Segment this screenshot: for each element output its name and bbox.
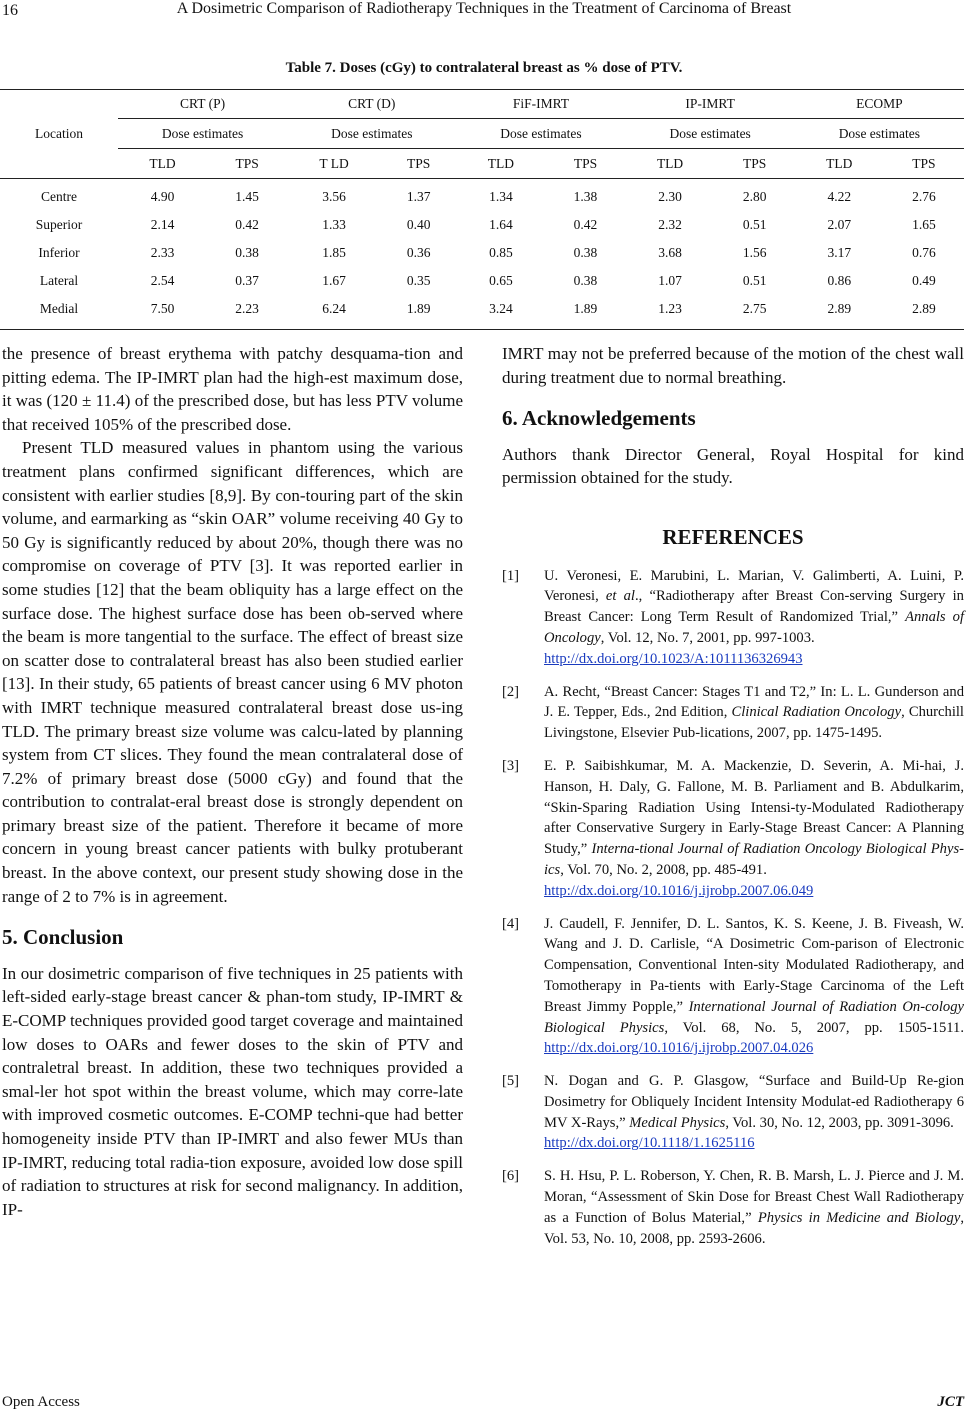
table-cell: 0.42 (573, 217, 598, 232)
table-cell: 0.38 (235, 245, 259, 260)
reference-italic: Clinical Radiation Oncology (731, 704, 902, 721)
reference-number: [1] (502, 567, 520, 584)
reference-italic: Annals of Oncology (544, 609, 964, 646)
row-location: Lateral (39, 273, 79, 288)
table-cell: 0.36 (406, 245, 431, 260)
body-paragraph: Present TLD measured values in phantom using the various treatment plans confirmed significant differences, which are consistent with earlier studies [8,9]. By con-touring part of the skin volume, and earmarking as “skin OAR” volume receiving 40 Gy to 50 Gy is significantly reduced by about 20%, though there was no compromise on coverage of PTV [3]. It was reported earlier in some studies [12] that the beam obliquity has a large effect on the surface dose. The highest surface dose has been ob-served where the beam is more tangential to the surface. The effect of breast size on scatter dose to contralateral breast has also been studied earlier [13]. In their study, 65 patients of breast cancer using 6 MV photon with IMRT technique measured contralateral breast dose us-ing TLD. The primary breast size volume was calcu-lated by planning system from CT slices. They found the mean contralateral dose of 7.2% of primary breast dose (5000 cGy) and found that the contribution to contralat-eral breast dose is strongly dependent on primary breast size of the patient. Therefore it became of more concern in young breast cancer patients with bulky protuberant breast. In the above context, our present study showing dose in the range of 2 to 7% is in agreement. (2, 438, 463, 906)
reference-item (502, 914, 964, 1060)
table-cell: 2.32 (658, 217, 682, 232)
row-location: Medial (39, 301, 79, 316)
sub-header: TLD (795, 149, 884, 179)
table-cell: 1.45 (235, 189, 259, 204)
table-cell: 0.85 (489, 245, 513, 260)
conclusion-heading: 5. Conclusion (2, 925, 124, 950)
row-location: Inferior (38, 245, 80, 260)
reference-segment: , Churchill Livingstone, Elsevier Pub-lications, 2007, pp. 1475-1495. (544, 704, 964, 742)
page-number: 16 (2, 2, 18, 19)
reference-list (502, 566, 964, 1250)
table-cell: 0.65 (489, 273, 513, 288)
table-cell: 2.76 (912, 189, 936, 204)
reference-italic: Physics in Medicine and Biology (757, 1209, 961, 1226)
table-cell: 1.89 (406, 301, 431, 316)
table-cell: 0.76 (912, 245, 936, 260)
table-cell: 1.07 (658, 273, 682, 288)
running-title: A Dosimetric Comparison of Radiotherapy Techniques in the Treatment of Carcinoma of Breast (176, 0, 792, 17)
dose-estimates-label: Dose estimates (626, 119, 795, 149)
table-cell: 0.51 (742, 273, 767, 288)
reference-italic: International Journal of Radiation On-cology Biological Physics (544, 998, 964, 1036)
table-cell: 2.75 (742, 301, 767, 316)
reference-segment: A. Recht, “Breast Cancer: Stages T1 and T2,” In: L. L. Gunderson and J. E. Tepper, Eds., 2nd Edition, (544, 683, 964, 721)
group-header: ECOMP (795, 90, 964, 119)
reference-item (502, 1166, 964, 1249)
table-cell: 1.34 (489, 189, 513, 204)
reference-segment: ., “Radiotherapy after Breast Con-serving Surgery in Breast Cancer: Long Term Result of Randomized Trial,” (544, 588, 964, 626)
table-cell: 2.80 (742, 189, 767, 204)
table-cell: 2.30 (658, 189, 682, 204)
table-row (0, 267, 964, 295)
table-cell: 2.89 (912, 301, 936, 316)
table-cell: 1.89 (573, 301, 598, 316)
table-row (0, 211, 964, 239)
references-heading: REFERENCES (662, 524, 804, 549)
table-cell: 3.24 (489, 301, 513, 316)
table-cell: 1.33 (322, 217, 346, 232)
reference-italic: Interna-tional Journal of Radiation Oncology Biological Phys-ics (544, 841, 964, 878)
table-cell: 3.68 (658, 245, 682, 260)
table-cell: 2.89 (827, 301, 852, 316)
table-cell: 7.50 (150, 301, 175, 316)
reference-segment: S. H. Hsu, P. L. Roberson, Y. Chen, R. B. Marsh, L. J. Pierce and J. M. Moran, “Assessment of Skin Dose for Breast Chest Wall Radiotherapy as a Function of Bolus Material,” (544, 1168, 964, 1226)
sub-header: TPS (545, 149, 625, 179)
reference-text (544, 1166, 964, 1249)
reference-number: [5] (502, 1073, 520, 1090)
sub-header: T LD (287, 149, 381, 179)
acknowledgements-heading: 6. Acknowledgements (502, 406, 696, 431)
group-header: CRT (P) (118, 90, 287, 119)
table-cell: 0.37 (235, 273, 259, 288)
table-cell: 0.40 (406, 217, 431, 232)
reference-segment: J. Caudell, F. Jennifer, D. L. Santos, K. S. Keene, J. B. Fiveash, W. Wang and J. D. Carlisle, “A Dosimetric Com-parison of Electronic Compensation, Conventional Inten-sity Modulated Radiotherapy, and Tomotherapy in Pa-tients with Early-Stage Carcinoma of the Left Breast Jimmy Popple,” (544, 915, 964, 1015)
reference-text (544, 756, 964, 902)
table-cell: 6.24 (322, 301, 346, 316)
row-location: Centre (41, 189, 77, 204)
table-cell: 3.17 (827, 245, 852, 260)
dose-estimates-label: Dose estimates (118, 119, 287, 149)
location-header: Location (0, 90, 118, 179)
reference-item (502, 1071, 964, 1154)
table-cell: 1.56 (742, 245, 767, 260)
table-cell: 2.54 (150, 273, 175, 288)
table-cell: 0.49 (912, 273, 936, 288)
dose-estimates-label: Dose estimates (456, 119, 625, 149)
reference-italic: et al (605, 588, 635, 605)
reference-number: [3] (502, 757, 520, 774)
group-header: FiF-IMRT (456, 90, 625, 119)
table-cell: 1.85 (322, 245, 346, 260)
table-row (0, 179, 964, 212)
table-cell: 1.38 (573, 189, 598, 204)
table-cell: 2.14 (150, 217, 175, 232)
table-title: Table 7. Doses (cGy) to contralateral breast as % dose of PTV. (285, 60, 683, 76)
table-cell: 2.23 (235, 301, 259, 316)
reference-number: [2] (502, 683, 520, 700)
reference-number: [4] (502, 915, 520, 932)
table-cell: 0.38 (573, 273, 598, 288)
conclusion-paragraph: In our dosimetric comparison of five techniques in 25 patients with left-sided early-stage breast cancer & phan-tom study, IP-IMRT & E-COMP techniques provided good target coverage and maintained low doses to OARs and fewer doses to the skin of PTV and contraletral breast. In addition, these two techniques provided a smal-ler hot spot within the breast volume, which may corre-late with improved cosmetic outcomes. E-COMP techni-que had better homogeneity inside PTV than IP-IMRT and also fewer MUs than IP-IMRT, reducing total radia-tion exposure, avoided low dose spill of radiation to structures at risk for second malignancy. In addition, IP- (2, 963, 463, 1219)
acknowledgements-paragraph: Authors thank Director General, Royal Hospital for kind permission obtained for the study. (502, 444, 964, 488)
sub-header: TLD (456, 149, 545, 179)
doi-link[interactable]: http://dx.doi.org/10.1023/A:1011136326943 (544, 650, 803, 667)
reference-segment: N. Dogan and G. P. Glasgow, “Surface and Build-Up Re-gion Dosimetry for Obliquely Incident Intensity Modulat-ed Radiotherapy 6 MV X-Rays,” (544, 1073, 964, 1131)
body-paragraph: the presence of breast erythema with patchy desquama-tion and pitting edema. The IP-IMRT plan had the high-est maximum dose, it was (120 ± 11.4) of the prescribed dose, but has less PTV volume that received 105% of the prescribed dose. (2, 344, 463, 434)
row-location: Superior (35, 217, 83, 232)
footer-open-access: Open Access (2, 1394, 80, 1410)
reference-segment: , Vol. 70, No. 2, 2008, pp. 485-491. (560, 861, 767, 878)
doses-table (0, 89, 964, 330)
reference-number: [6] (502, 1168, 520, 1185)
table-cell: 1.64 (489, 217, 513, 232)
sub-header: TPS (381, 149, 456, 179)
table-cell: 2.33 (150, 245, 175, 260)
reference-segment: , Vol. 30, No. 12, 2003, pp. 3091-3096. (725, 1114, 954, 1131)
table-cell: 2.07 (827, 217, 852, 232)
table-cell: 0.86 (827, 273, 852, 288)
table-row (0, 239, 964, 267)
left-column (2, 342, 463, 1221)
table-cell: 1.23 (658, 301, 682, 316)
table-cell: 4.22 (827, 189, 852, 204)
right-column (502, 342, 964, 1261)
reference-text (544, 1071, 964, 1154)
reference-segment: E. P. Saibishkumar, M. A. Mackenzie, D. Severin, A. Mi-hai, J. Hanson, H. Daly, G. Fallone, M. B. Parliament and B. Abdulkarim, “Skin-Sparing Radiation Using Intensi-ty-Modulated Radiotherapy after Conservative Surgery in Early-Stage Breast Cancer: A Planning Study,” (544, 757, 964, 858)
doi-link[interactable]: http://dx.doi.org/10.1118/1.1625116 (544, 1135, 755, 1152)
sub-header: TLD (118, 149, 207, 179)
reference-item (502, 682, 964, 744)
table-cell: 0.51 (742, 217, 767, 232)
table-cell: 1.37 (406, 189, 431, 204)
table-cell: 0.38 (573, 245, 598, 260)
table-row (0, 295, 964, 323)
reference-segment: , Vol. 12, No. 7, 2001, pp. 997-1003. (600, 629, 815, 646)
group-header: IP-IMRT (626, 90, 795, 119)
sub-header: TPS (715, 149, 795, 179)
reference-segment: U. Veronesi, E. Marubini, L. Marian, V. Galimberti, A. Luini, P. Veronesi, (544, 567, 964, 605)
group-header: CRT (D) (287, 90, 456, 119)
reference-text (544, 566, 964, 670)
reference-segment: , Vol. 53, No. 10, 2008, pp. 2593-2606. (544, 1209, 964, 1247)
footer-journal: JCT (937, 1394, 964, 1410)
dose-estimates-label: Dose estimates (795, 119, 964, 149)
table-cell: 3.56 (322, 189, 346, 204)
dose-estimates-label: Dose estimates (287, 119, 456, 149)
reference-item (502, 566, 964, 670)
reference-italic: Medical Physics (629, 1114, 726, 1131)
table-cell: 0.35 (406, 273, 431, 288)
doi-link[interactable]: http://dx.doi.org/10.1016/j.ijrobp.2007.06.049 (544, 882, 814, 899)
table-cell: 1.67 (322, 273, 346, 288)
reference-segment: , Vol. 68, No. 5, 2007, pp. 1505-1511. (664, 1019, 964, 1036)
table-cell: 4.90 (150, 189, 175, 204)
reference-text (544, 914, 964, 1060)
table-cell: 0.42 (235, 217, 259, 232)
doi-link[interactable]: http://dx.doi.org/10.1016/j.ijrobp.2007.04.026 (544, 1040, 814, 1057)
reference-text (544, 682, 964, 744)
body-paragraph: IMRT may not be preferred because of the motion of the chest wall during treatment due to normal breathing. (502, 344, 964, 387)
reference-item (502, 756, 964, 902)
sub-header: TPS (207, 149, 287, 179)
sub-header: TLD (626, 149, 715, 179)
table-cell: 1.65 (912, 217, 936, 232)
sub-header: TPS (884, 149, 964, 179)
